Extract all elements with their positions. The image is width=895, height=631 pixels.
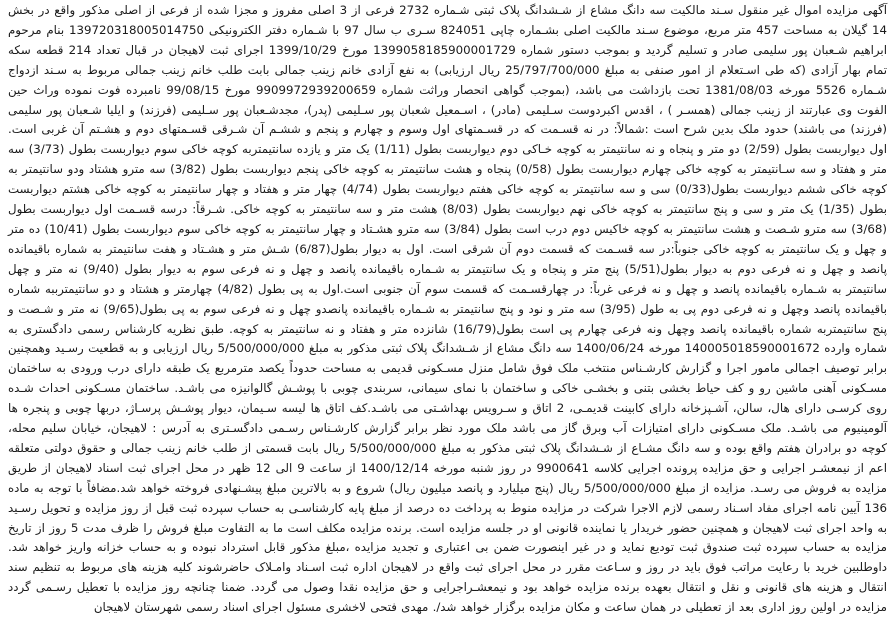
auction-notice-body: آگهی مزایده اموال غیر منقول سـند مالکیت سه دانگ مشاع از شـشدانگ پلاک ثبتی شـماره 2732 فرعی از 3 اصلی مفروز و مجزا شده از فرعی از اصلی مذکور واقع در بخش 14 گیلان به مساحت 457 متر مربع، موضوع سـند مالکیت اصلی بشـماره چاپی 824051 سـری ب سال 97 با شـماره دفتر الکترونیکی 139720318005014750 بنام مرحوم ابراهیم شـعبان پور سلیمی صادر و تسلیم گردید و بموجب دستور شماره 1399058185900001729 مورخ 1399/10/29 اجرای ثبت لاهیجان در قبال تعداد 214 قطعه سکه تمام بهار آزادی (که طی اسـتعلام از امور صنفی به مبلغ 25/797/700/000 ریال ارزیابی) به نفع آزادی خانم زینب جمالی بابت طلب خانم زینب جمالی مربوط به سـند ازدواج شـماره 5526 مورخه 1381/08/03 تحت بازداشت می باشد، (بموجب گواهی انحصار وراثت شماره 9909972939200659 مورخ 99/08/15 نامبرده فوت نموده وراث حین الفوت وی عبارتند از زینب جمالی (همسـر ) ، اقدس اکبردوست سـلیمی (مادر) ، اسـمعیل شعبان پور سـلیمی (پدر)، مجدشـعبان پور سـلیمی (فرزند) و ایلیا شـعبان پور سلیمی (فرزند) می باشند) حدود ملک بدین شرح است :شمالاً: در نه قسـمت که در قسـمتهای اول وسوم و چهارم و پنجم و ششـم آن شـرقی قسـمتهای دوم و هشـتم آن غربی است. اول دیواربست بطول (2/59) دو متر و پنجاه و نه سانتیمتر به کوچه خـاکی دوم دیواربست بطول (1/11) یک متر و یازده سانتیمتربه کوچه خاکی سوم دیواربست بطول (3/73) سه متر و هفتاد و سه سـانتیمتر به کوچه خاکی چهارم دیواربست بطول (0/58) پنجاه و هشت سانتیمتر به کوچه خاکی پنجم دیواربست بطول (3/82) سه مترو هشتاد ودو سانتیمتر به کوچه خاکی ششم دیواربست بطول(0/33) سی و سه سانتیمتر به کوچه خاکی هفتم دیواربست بطول (4/74) چهار متر و هفتاد و چهار سانتیمتر به کوچه خاکی هشتم دیواربست بطول (1/35) یک متر و سی و پنج سانتیمتر به کوچه خاکی نهم دیواربست بطول (8/03) هشت متر و سه سانتیمتر به کوچه خاکی. شـرقاً: درسه قسـمت اول دیواربست بطول (3/68) سه مترو شـصت و هشت سانتیمتر به کوچه خاکیس دوم درب است بطول (3/84) سه مترو هشـتاد و چهار سانتیمتر به کوچه خاکی سوم دیواربست بطول (10/41) ده متر و چهل و یک سانتیمتر به کوچه خاکی جنوباً:در سه قسـمت که قسمت دوم آن شرقی است. اول به دیوار بطول(6/87) شـش متر و هشـتاد و هفت سانتیمتر به شماره باقیمانده پانصد و چهل و نه فرعی دوم به دیوار بطول(5/51) پنج متر و پنجاه و یک سانتیمتر به شـماره باقیمانده پانصد و چهل و نه فرعی سوم به دیوار بطول (9/40) نه متر و چهل سانتیمتر به شـماره باقیمانده پانصد و چهل و نه فرعی غرباً: در چهارقسـمت که قسمت سوم آن جنوبی است.اول به پی بطول (4/82) چهارمتر و هشتاد و دو سانتیمترببه شماره باقیمانده پانصد وچهل و نه فرعی دوم پی به طول (3/95) سه متر و نود و پنج سانتیمتر به شـماره باقیمانده پانصدو چهل و نه فرعی سوم به پی بطول(9/65) نه متر و شـصت و پنج سانتیمتربه شماره باقیمانده پانصد وچهل ونه فرعی چهارم پی است بطول(16/79) شانزده متر و هفتاد و نه سانتیمتر به کوچه. طبق نظریه کارشناس رسمی دادگستری به شماره وارده 140005018590001672 مورخه 1400/06/24 سه دانگ مشاع از شـشدانگ پلاک ثبتی مذکور به مبلغ 5/500/000/000 ریال ارزیابی و به قطعیت رسـید وهمچنین برابر توصیف اجمالی مامور اجرا و گزارش کارشـناس منتخب ملک فوق شامل منزل مسـکونی قدیمی به مساحت حدوداً یکصد مترمربع یک طبقه دارای درب ورودی به ساختمان مسـکونی آهنی ماشین رو و کف حیاط بخشی بتنی و بخشـی خاکی و ساختمان با نمای سیمانی، سربندی چوبی با پوشـش گالوانیزه می باشـد. ساختمان مسـکونی احداث شـده روی کرسـی دارای هال، سالن، آشـپزخانه دارای کابینت قدیمـی، 2 اتاق و سـرویس بهداشـتی می باشـد.کف اتاق ها لیسه سـیمان، دیوار پوشـش پرسـاژ، دربها چوبی و پنجره ها آلومینیوم می باشـد. ملک مسـکونی دارای امتیازات آب وبرق گاز می باشد ملک مورد نظر برابر گزارش کارشـناس رسـمی دادگسـتری به آدرس : لاهیجان، خیابان سلیم محله، کوچه دو برادران هفتم واقع بوده و سه دانگ مشـاع از شـشدانگ پلاک ثبتی مذکور به مبلغ 5/500/000/000 ریال بابت قسمتی از طلب خانم زینب جمالی و حقوق دولتی متعلقه اعم از نیمعشـر اجرایی و حق مزایده پرونده اجرایی کلاسه 9900641 در روز شنبه مورخه 1400/12/14 از ساعت 9 الی 12 ظهر در محل اجرای ثبت اسناد لاهیجان از طریق مزایده به فروش می رسـد. مزایده از مبلغ 5/500/000/000 ریال (پنج میلیارد و پانصد میلیون ریال) شروع و به بالاترین مبلغ پیشـنهادی فروخته خواهد شد.مضافاً با توجه به ماده 136 آیین نامه اجرای مفاد اسـناد رسمی لازم الاجرا شرکت در مزایده منوط به پرداخت ده درصد از مبلغ پایه کارشناسـی به حساب سپرده ثبت قبل از روز مزایده و تحویل رسـید به واحد اجرای ثبت لاهیجان و همچنین حضور خریدار یا نماینده قانونی او در جلسه مزایده است. برنده مزایده مکلف است ما به التفاوت مبلغ فروش را ظرف مدت 5 روز از تاریخ مزایده به حساب سپرده ثبت صندوق ثبت توديع نمايد و در غير اينصورت ضمن بى اعتبارى و تجديد مزايده ،مبلغ مذكور قابل استرداد نبوده و به حساب خزانه واریز خواهد شد. داوطلبین خرید با رعایت مراتب فوق باید در روز و سـاعت مقرر در محل اجرای ثبت واقع در لاهیجان اداره ثبت اسـناد وامـلاک حاضرشوند کلیه هزینه های مربوط به تنظیم سند انتقال و هزینه های قانونی و نقل و انتقال بعهده برنده مزایده خواهد بود و نیمعشـراجرایی و حق مزایده نقدا وصول می گردد. ضمنا چنانچه روز مزایده با تعطیل رسـمی گردد مزایده در اولین روز اداری بعد از تعطیلی در همان ساعت و مکان مزایده برگزار خواهد شد/. مهدی فتحی لاخشری مسئول اجرای اسناد رسمی شهرستان لاهیجان [8, 3, 888, 615]
